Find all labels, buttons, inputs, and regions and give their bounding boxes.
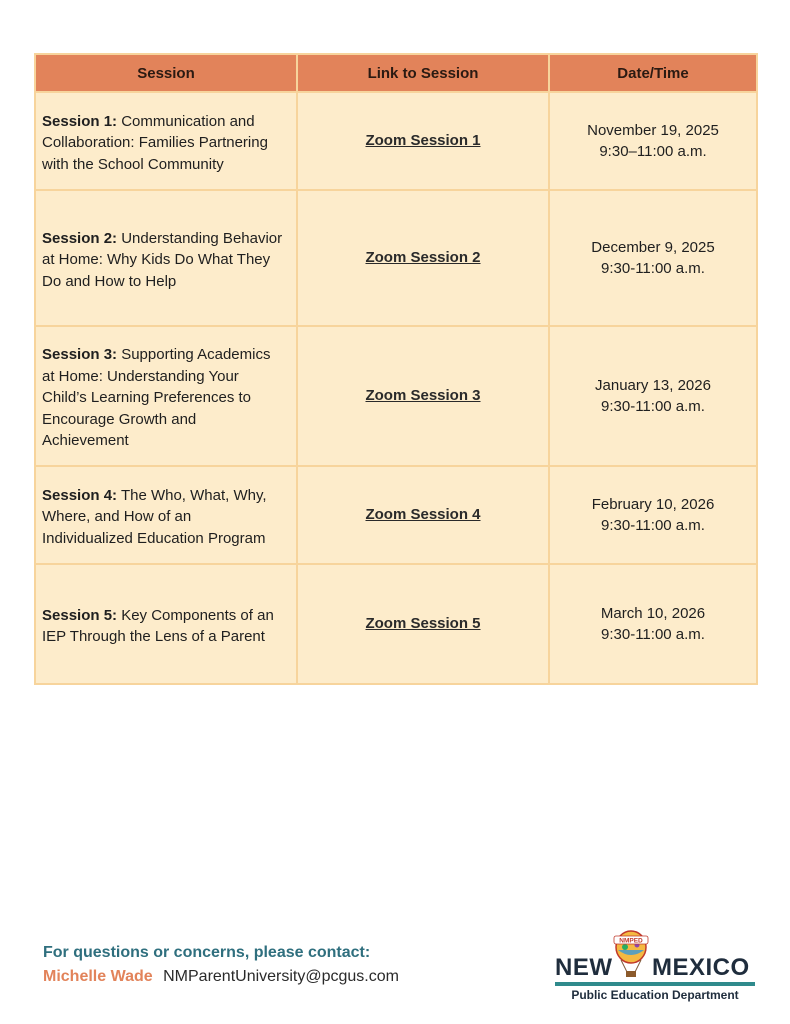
link-cell	[297, 326, 549, 466]
link-cell	[297, 190, 549, 326]
session-number: Session 1:	[42, 112, 118, 130]
session-time: 9:30-11:00 a.m.	[601, 626, 705, 643]
header-date-time: Date/Time	[549, 54, 757, 92]
session-number: Session 3:	[42, 346, 118, 364]
table-row	[35, 326, 757, 466]
session-title: The Who, What, Why, Where, and How of an Individualized Education Program	[42, 486, 267, 547]
zoom-session-3-link[interactable]: Zoom Session 3	[365, 387, 481, 405]
date-time-cell	[549, 564, 757, 684]
session-date: February 10, 2026	[591, 495, 715, 513]
session-number: Session 4:	[42, 486, 118, 504]
session-number: Session 5:	[42, 606, 118, 624]
session-time: 9:30-11:00 a.m.	[601, 517, 705, 534]
zoom-session-1-link[interactable]: Zoom Session 1	[365, 132, 481, 150]
header-link-to-session: Link to Session	[297, 54, 549, 92]
zoom-session-5-link[interactable]: Zoom Session 5	[365, 615, 481, 633]
session-cell	[35, 92, 297, 190]
session-cell	[35, 326, 297, 466]
session-date: November 19, 2025	[587, 121, 719, 139]
session-cell	[35, 190, 297, 326]
zoom-session-2-link[interactable]: Zoom Session 2	[365, 249, 481, 267]
session-title: Supporting Academics at Home: Understanding Your Child’s Learning Preferences to Encourage Growth and Achievement	[42, 346, 271, 450]
logo-subtitle: Public Education Department	[571, 988, 739, 1002]
contact-heading: For questions or concerns, please contact:	[43, 944, 371, 961]
logo-word-new: NEW	[555, 954, 613, 981]
session-time: 9:30–11:00 a.m.	[599, 143, 707, 160]
session-date: March 10, 2026	[600, 604, 706, 622]
date-time-cell	[549, 92, 757, 190]
session-number: Session 2:	[42, 229, 118, 247]
session-title: Key Components of an IEP Through the Lens of a Parent	[42, 606, 274, 645]
contact-block	[43, 944, 399, 986]
table-row	[35, 564, 757, 684]
logo-balloon-text: NMPED	[619, 937, 643, 945]
session-date: January 13, 2026	[595, 376, 711, 394]
header-session: Session	[35, 54, 297, 92]
session-time: 9:30-11:00 a.m.	[601, 398, 705, 415]
session-schedule-table	[34, 53, 758, 685]
nmped-logo	[555, 930, 757, 1004]
date-time-cell	[549, 190, 757, 326]
link-cell	[297, 564, 549, 684]
date-time-cell	[549, 466, 757, 564]
session-cell	[35, 564, 297, 684]
contact-line	[43, 968, 399, 986]
zoom-session-4-link[interactable]: Zoom Session 4	[365, 506, 481, 524]
contact-name: Michelle Wade	[43, 968, 153, 985]
link-cell	[297, 92, 549, 190]
session-time: 9:30-11:00 a.m.	[601, 260, 705, 277]
logo-word-mexico: MEXICO	[652, 954, 750, 981]
session-title: Communication and Collaboration: Families Partnering with the School Community	[42, 112, 268, 173]
logo-divider	[555, 982, 755, 986]
table-row	[35, 92, 757, 190]
session-date: December 9, 2025	[591, 238, 715, 256]
table-header-row	[35, 54, 757, 92]
table-row	[35, 466, 757, 564]
link-cell	[297, 466, 549, 564]
session-title: Understanding Behavior at Home: Why Kids Do What They Do and How to Help	[42, 229, 283, 290]
session-cell	[35, 466, 297, 564]
contact-email[interactable]: NMParentUniversity@pcgus.com	[163, 968, 399, 985]
table-row	[35, 190, 757, 326]
date-time-cell	[549, 326, 757, 466]
hot-air-balloon-icon	[611, 930, 651, 978]
